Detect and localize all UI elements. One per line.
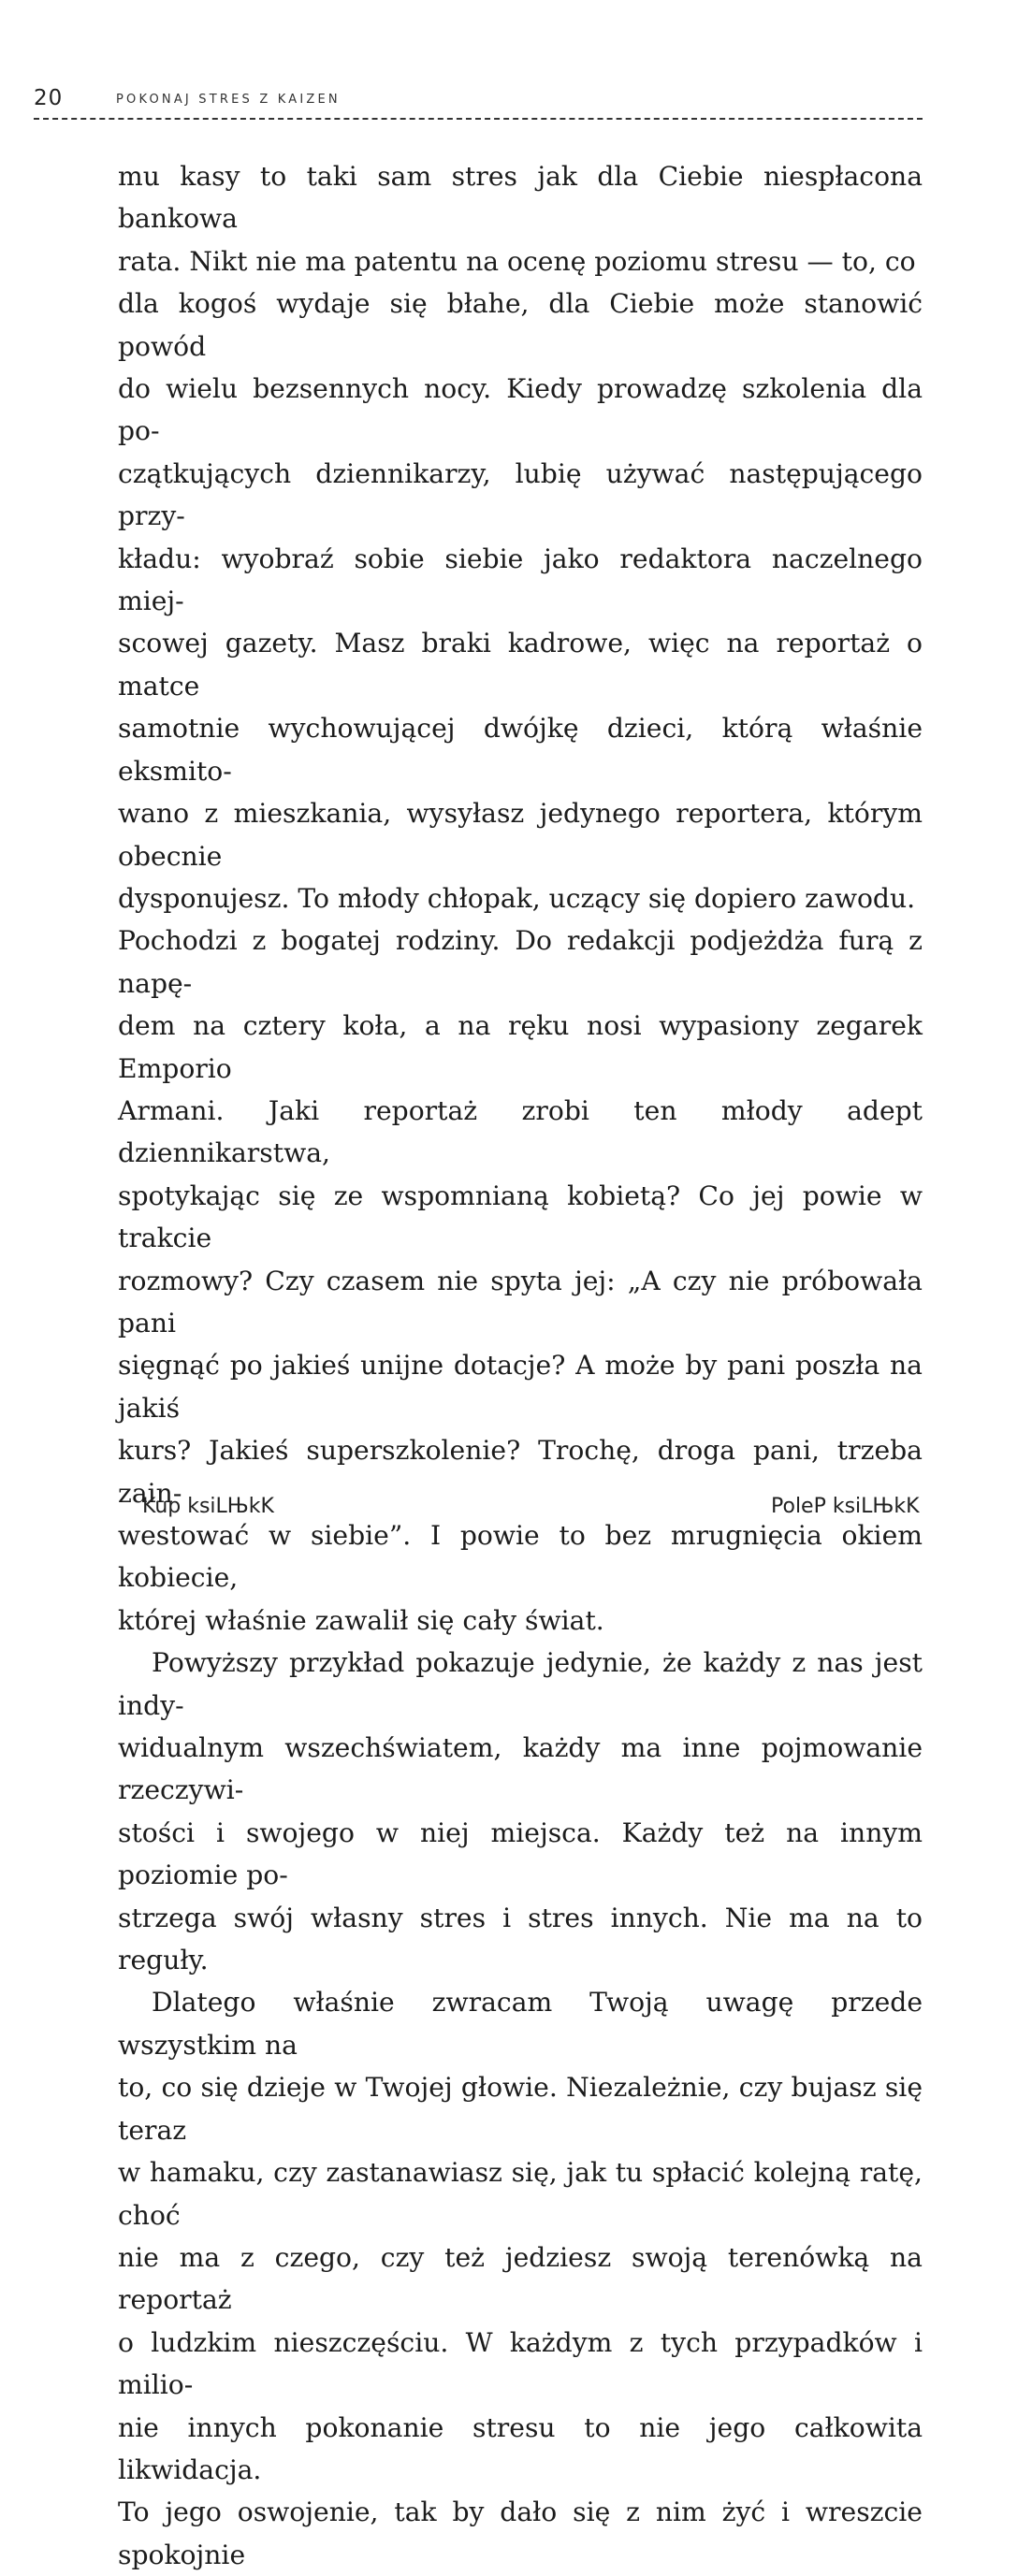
page-number: 20 — [34, 86, 64, 110]
paragraph-1: mu kasy to taki sam stres jak dla Ciebie niespłacona bankowa rata. Nikt nie ma patentu na ocenę poziomu stresu — to, co dla kogoś wydaje się błahe, dla Ciebie może stanowić powód do wielu bezsennych nocy. Kiedy prowadzę szkolenia dla po- czątkujących dziennikarzy, lubię używać następującego przy- kładu: wyobraź sobie siebie jako redaktora naczelnego miej- scowej gazety. Masz braki kadrowe, więc na reportaż o matce samotnie wychowującej dwójkę dzieci, którą właśnie eksmito- wano z mieszkania, wysyłasz jedynego reportera, którym obecnie dysponujesz. To młody chłopak, uczący się dopiero zawodu. Pochodzi z bogatej rodziny. Do redakcji podjeżdża furą z napę- dem na cztery koła, a na ręku nosi wypasiony zegarek Emporio Armani. Jaki reportaż zrobi ten młody adept dziennikarstwa, spotykając się ze wspomnianą kobietą? Co jej powie w trakcie rozmowy? Czy czasem nie spyta jej: „A czy nie próbowała pani sięgnąć po jakieś unijne dotacje? A może by pani poszła na jakiś kurs? Jakieś superszkolenie? Trochę, droga pani, trzeba zain- westować w siebie”. I powie to bez mrugnięcia okiem kobiecie, której właśnie zawalił się cały świat. — [118, 161, 923, 1636]
paragraph-2: Powyższy przykład pokazuje jedynie, że każdy z nas jest indy- widualnym wszechświatem, każdy ma inne pojmowanie rzeczywi- stości i swojego w niej miejsca. Każdy też na innym poziomie po- strzega swój własny stres i stres innych. Nie ma na to reguły. — [118, 1647, 923, 1976]
recommend-book-link[interactable]: PoleP ksiLЊkK — [771, 1495, 920, 1518]
body-text — [118, 155, 923, 2576]
buy-book-link[interactable]: Kup ksiLЊkK — [142, 1495, 274, 1518]
running-head — [34, 86, 923, 120]
book-title: POKONAJ STRES Z KAIZEN — [116, 93, 341, 107]
paragraph-3: Dlatego właśnie zwracam Twoją uwagę przede wszystkim na to, co się dzieje w Twojej głowie. Niezależnie, czy bujasz się teraz w hamaku, czy zastanawiasz się, jak tu spłacić kolejną ratę, choć nie ma z czego, czy też jedziesz swoją terenówką na reportaż o ludzkim nieszczęściu. W każdym z tych przypadków i milio- nie innych pokonanie stresu to nie jego całkowita likwidacja. To jego oswojenie, tak by dało się z nim żyć i wreszcie spokojnie — [118, 1987, 923, 2570]
header-divider — [34, 118, 923, 120]
